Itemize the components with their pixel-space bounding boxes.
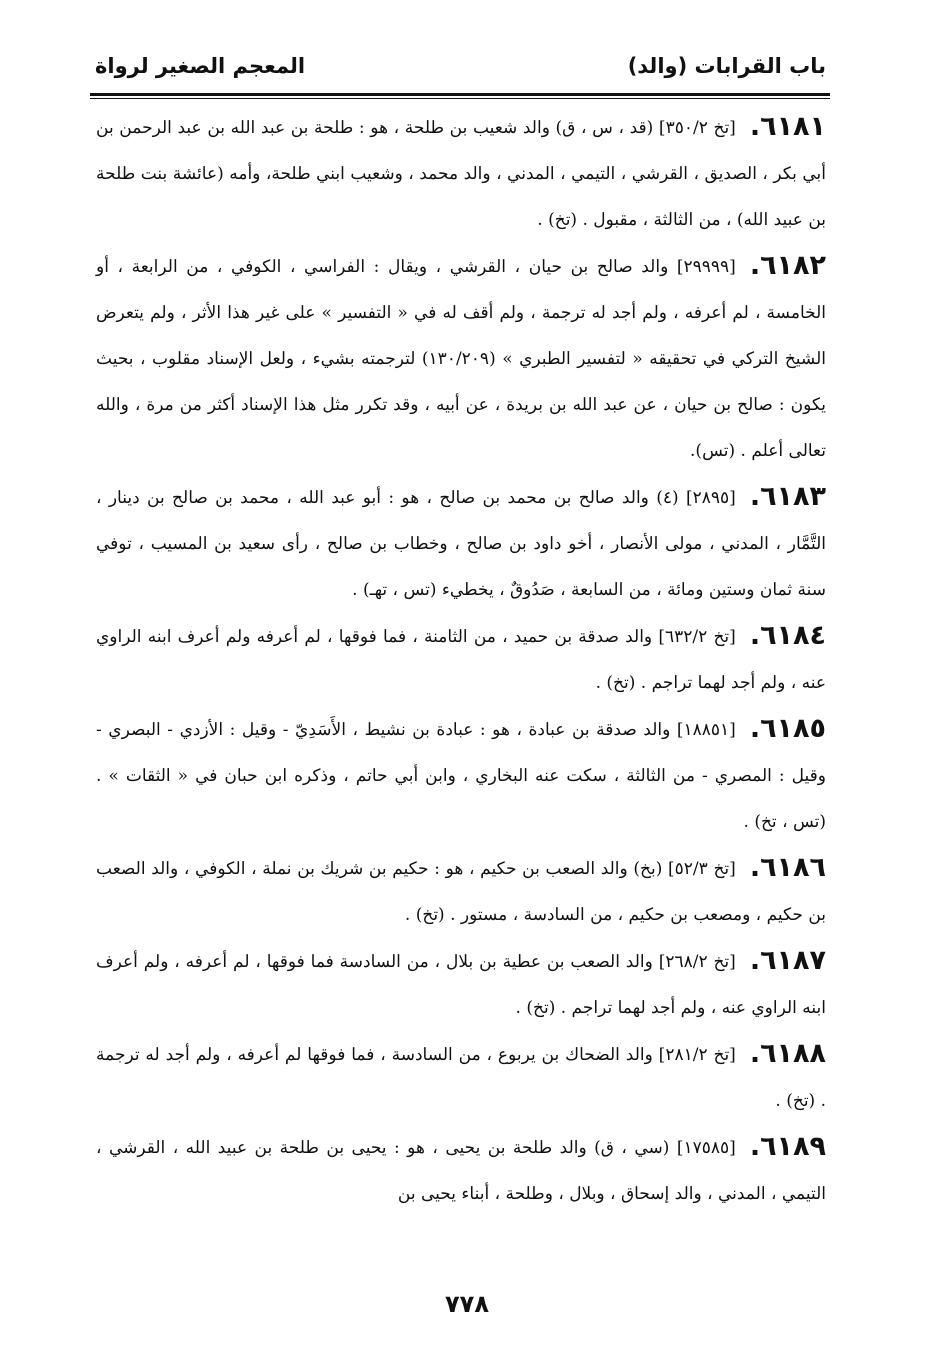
entry-text: [تخ ٣٥٠/٢] (قد ، س ، ق) والد شعيب بن طلحة ، هو : طلحة بن عبد الله بن عبد الرحمن بن أبي بكر ، الصديق ، القرشي ، التيمي ، المدني ، والد محمد ، وشعيب ابني طلحة، وأمه (عائشة بنت طلحة بن عبيد الله) ، من الثالثة ، مقبول . (تخ) .	[96, 118, 826, 230]
entry-number: ٦١٨٩.	[749, 1131, 826, 1162]
header-divider-thin	[90, 98, 830, 99]
entry	[96, 474, 826, 613]
chapter-title: باب القرابات (والد)	[627, 54, 826, 78]
entries-body	[96, 104, 826, 1217]
entry-text: [تخ ٢٨١/٢] والد الضحاك بن يربوع ، من السادسة ، فما فوقها لم أعرفه ، ولم أجد له ترجمة . (تخ) .	[96, 1045, 826, 1111]
entry-text: [تخ ٦٣٢/٢] والد صدقة بن حميد ، من الثامنة ، فما فوقها ، لم أعرفه ولم أعرف ابنه الراوي عنه ، ولم أجد لهما تراجم . (تخ) .	[96, 627, 826, 693]
entry	[96, 243, 826, 474]
entry	[96, 104, 826, 243]
book-title: المعجم الصغير لرواة	[95, 54, 306, 78]
entry	[96, 706, 826, 845]
entry	[96, 613, 826, 706]
entry-number: ٦١٨٤.	[749, 620, 826, 651]
entry-number: ٦١٨٨.	[749, 1038, 826, 1069]
entry-number: ٦١٨٦.	[749, 852, 826, 883]
entry-number: ٦١٨٧.	[749, 945, 826, 976]
entry-text: [٢٨٩٥] (٤) والد صالح بن محمد بن صالح ، هو : أبو عبد الله ، محمد بن صالح بن دينار ، التَّمَّار ، المدني ، مولى الأنصار ، أخو داود بن صالح ، وخطاب بن صالح ، رأى سعيد بن المسيب ، توفي سنة ثمان وستين ومائة ، من السابعة ، صَدُوقٌ ، يخطيء (تس ، تهـ) .	[96, 488, 826, 600]
entry-number: ٦١٨٣.	[749, 481, 826, 512]
entry	[96, 1031, 826, 1124]
entry-number: ٦١٨١.	[749, 111, 827, 142]
entry-text: [١٨٨٥١] والد صدقة بن عبادة ، هو : عبادة بن نشيط ، الأَسَدِيّ - وقيل : الأزدي - البصري - وقيل : المصري - من الثالثة ، سكت عنه البخاري ، وابن أبي حاتم ، وذكره ابن حبان في « الثقات » . (تس ، تخ) .	[96, 720, 826, 832]
entry-text: [تخ ٥٢/٣] (بخ) والد الصعب بن حكيم ، هو : حكيم بن شريك بن نملة ، الكوفي ، والد الصعب بن حكيم ، ومصعب بن حكيم ، من السادسة ، مستور . (تخ) .	[96, 859, 826, 925]
entry	[96, 938, 826, 1031]
page-header	[95, 44, 826, 88]
entry-number: ٦١٨٥.	[749, 713, 826, 744]
entry-text: [١٧٥٨٥] (سي ، ق) والد طلحة بن يحيى ، هو : يحيى بن طلحة بن عبيد الله ، القرشي ، التيمي ، المدني ، والد إسحاق ، وبلال ، وطلحة ، أبناء يحيى بن	[96, 1138, 826, 1204]
header-divider	[90, 93, 830, 96]
page-number: ٧٧٨	[445, 1290, 489, 1318]
entry-text: [٢٩٩٩٩] والد صالح بن حيان ، القرشي ، ويقال : الفراسي ، الكوفي ، من الرابعة ، أو الخامسة ، لم أعرفه ، ولم أجد له ترجمة ، ولم أقف له في « التفسير » على غير هذا الأثر ، ولم يتعرض الشيخ التركي في تحقيقه « لتفسير الطبري » (١٣٠/٢٠٩) لترجمته بشيء ، ولعل الإسناد مقلوب ، بحيث يكون : صالح بن حيان ، عن عبد الله بن بريدة ، عن أبيه ، وقد تكرر مثل هذا الإسناد أكثر من مرة ، والله تعالى أعلم . (تس).	[96, 257, 826, 461]
entry	[96, 1124, 826, 1217]
entry	[96, 845, 826, 938]
entry-number: ٦١٨٢.	[749, 250, 826, 281]
entry-text: [تخ ٢٦٨/٢] والد الصعب بن عطية بن بلال ، من السادسة فما فوقها ، لم أعرفه ، ولم أعرف ابنه الراوي عنه ، ولم أجد لهما تراجم . (تخ) .	[96, 952, 826, 1018]
